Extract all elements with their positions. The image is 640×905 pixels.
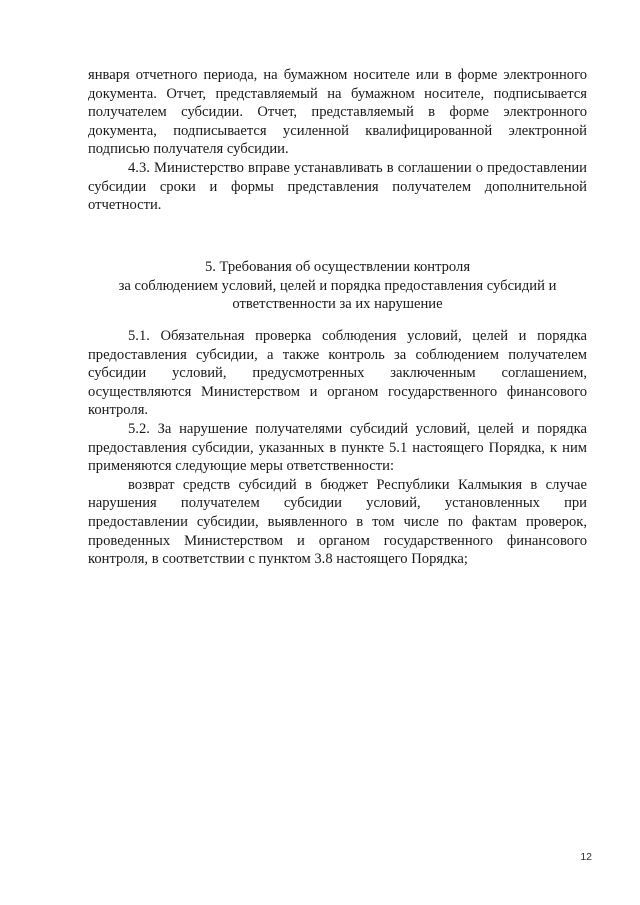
paragraph-4-3: 4.3. Министерство вправе устанавливать в соглашении о предоставлении субсидии сроки и формы представления получателем дополнительной отчетности. (88, 159, 587, 214)
page-number: 12 (580, 851, 592, 863)
section-5-heading (88, 258, 587, 314)
section-heading-line-3: ответственности за их нарушение (232, 296, 443, 313)
paragraph-report-format: января отчетного периода, на бумажном носителе или в форме электронного документа. Отчет, представляемый на бумажном носителе, подписывается получателем субсидии. Отчет, представляемый в форме электронного документа, подписывается усиленной квалифицированной электронной подписью получателя субсидии. (88, 67, 587, 158)
section-5-body (88, 327, 587, 569)
section-heading-line-1: 5. Требования об осуществлении контроля (204, 259, 471, 275)
paragraph-5-1: 5.1. Обязательная проверка соблюдения условий, целей и порядка предоставления субсидии, а также контроль за соблюдением получателем субсидии условий, предусмотренных заключенным соглашением, осуществляются Министерством и органом государственного финансового контроля. (88, 328, 587, 419)
paragraph-5-2: 5.2. За нарушение получателями субсидий условий, целей и порядка предоставления субсидии, указанных в пункте 5.1 настоящего Порядка, к ним применяются следующие меры ответственности: (88, 420, 587, 475)
section-heading-line-2: за соблюдением условий, целей и порядка предоставления субсидий и (118, 277, 557, 294)
paragraph-subsidy-return: возврат средств субсидий в бюджет Республики Калмыкия в случае нарушения получателем субсидии условий, установленных при предоставлении субсидии, выявленного в том числе по фактам проверок, проведенных Министерством и органом государственного финансового контроля, в соответствии с пунктом 3.8 настоящего Порядка; (88, 476, 587, 568)
top-text-block (88, 66, 587, 215)
